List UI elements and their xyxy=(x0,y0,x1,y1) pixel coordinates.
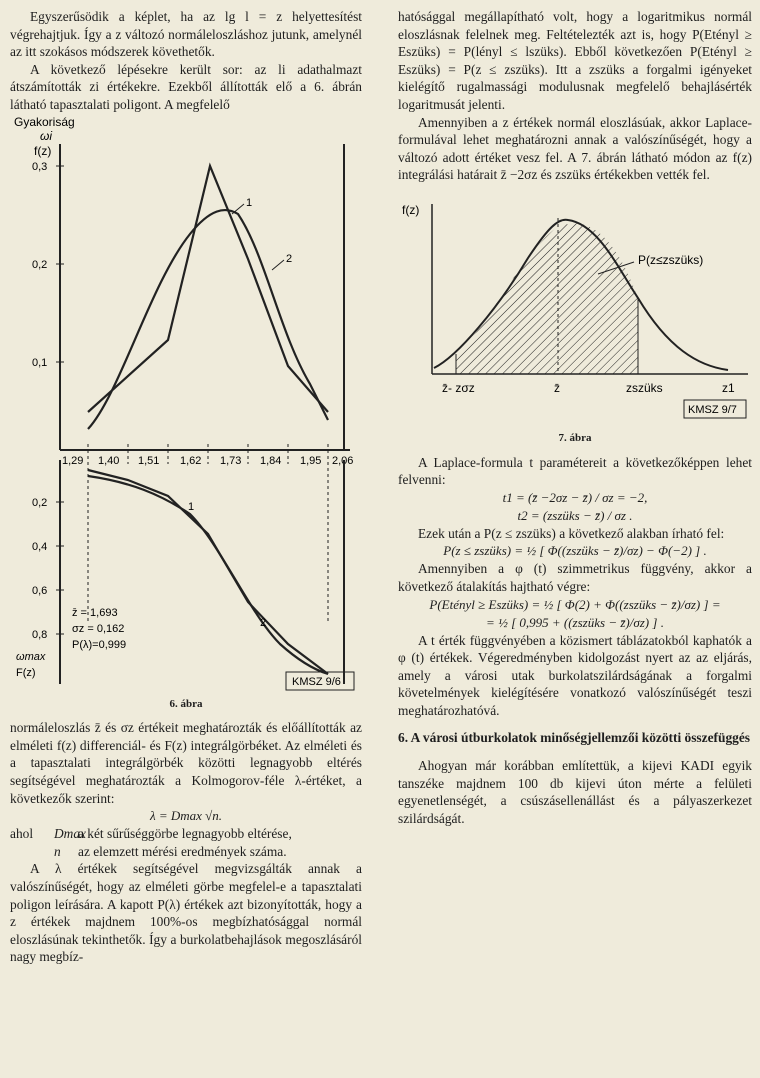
stats-box xyxy=(72,607,126,651)
equation-e2: = ½ [ 0,995 + ((zszüks − z̄)/σz) ] . xyxy=(486,614,664,630)
F-label: F(z) xyxy=(16,666,36,679)
x-tick: 1,29 xyxy=(62,454,84,467)
curve-label-1: 1 xyxy=(188,500,195,513)
y-axis-label: Gyakoriság xyxy=(14,114,75,129)
y-tick: 0,3 xyxy=(32,160,48,173)
omega-max-label: ωmax xyxy=(16,650,46,663)
curve-label-1: 1 xyxy=(246,196,253,209)
x-tick: 1,40 xyxy=(98,454,120,467)
paragraph: normáleloszlás z̄ és σz értékeit meghatározták és előállították az elméleti f(z) differenciál- és F(z) integrálgörbéket. Az elméleti és a tapasztalati integrálgörbék közötti legnagyobb eltérés segítségével meghatározták a Kolmogorov-féle λ-értéket, a következők szerint: xyxy=(10,720,362,806)
figure-6-diagram xyxy=(10,114,362,694)
figure-code: KMSZ 9/6 xyxy=(292,675,341,688)
def-text: az elemzett mérési eredmények száma. xyxy=(78,843,287,859)
equation-p: P(z ≤ zszüks) = ½ [ Φ((zszüks − z̄)/σz) − Φ(−2) ] . xyxy=(443,543,707,559)
paragraph: Ahogyan már korábban említettük, a kijevi KADI egyik tanszéke majdnem 100 db kijevi úton mérte a felületi egyenetlenségét, a csúszásellenállást és a pályaszerkezet szilárdságát. xyxy=(398,758,752,826)
curve-label-2: 2 xyxy=(260,616,267,629)
x-tick: 1,95 xyxy=(300,454,322,467)
x-label: z̄- zσz xyxy=(442,380,475,395)
y-tick: 0,2 xyxy=(32,496,48,509)
stat-sigma: σz = 0,162 xyxy=(72,622,125,635)
equation-e1: P(Etényl ≥ Eszüks) = ½ [ Φ(2) + Φ((zszüks − z̄)/σz) ] = xyxy=(429,596,721,612)
probability-area xyxy=(456,223,638,374)
paragraph: Egyszerűsödik a képlet, ha az lg l = z helyettesítést végrehajtjuk. Így a z változó normáleloszláshoz jutunk, amelynél az itt szokásos módszerek követhetők. xyxy=(10,9,362,60)
where-label: ahol xyxy=(10,826,34,842)
figure-caption: 7. ábra xyxy=(558,431,592,444)
y-tick: 0,6 xyxy=(32,584,48,597)
f-label: f(z) xyxy=(402,202,420,217)
stat-mean: z̄ = 1,693 xyxy=(72,606,118,619)
omega-label: ωi xyxy=(40,128,53,143)
y-tick: 0,2 xyxy=(32,258,48,271)
y-tick: 0,8 xyxy=(32,628,48,641)
stat-p: P(λ)=0,999 xyxy=(72,638,127,651)
paragraph: Amennyiben a z értékek normál eloszlásúak, akkor Laplace-formulával lehet meghatározni annak a valószínűségét, hogy a változó adott értéket vesz fel. A 7. ábrán látható módon az f(z) integrálási határait z̄ −2σz és zszüks értékekben vették fel. xyxy=(398,114,752,183)
x-label: zszüks xyxy=(626,380,663,395)
equation-t2: t2 = (zszüks − z̄) / σz . xyxy=(517,507,633,523)
paragraph: A Laplace-formula t paramétereit a következőképpen lehet felvenni: xyxy=(398,454,752,488)
left-column xyxy=(10,8,362,966)
lambda-formula: λ = Dmax √n. xyxy=(149,808,223,824)
paragraph: A t érték függvényében a közismert táblázatokból kaphatók a φ (t) értékek. Végeredményben kidolgozást nyert az az eljárás, amely a városi utak burkolatszilárdságának a forgalmi követelmények kielégítésére vonatkozó valószínűségét teszi meghatározhatóvá. xyxy=(398,632,752,718)
figure-code: KMSZ 9/7 xyxy=(688,403,737,416)
empirical-polygon xyxy=(88,166,328,412)
curve-label-2: 2 xyxy=(286,252,293,265)
x-label: z̄ xyxy=(554,380,560,395)
x-tick: 2,06 xyxy=(332,454,354,467)
figure-7-diagram xyxy=(398,198,752,428)
probability-label: P(z≤zszüks) xyxy=(638,252,704,267)
x-tick: 1,51 xyxy=(138,454,160,467)
normal-curve xyxy=(88,210,328,429)
paragraph: Ezek után a P(z ≤ zszüks) a következő alakban írható fel: xyxy=(418,525,725,541)
figure-6 xyxy=(10,114,362,714)
figure-caption: 6. ábra xyxy=(169,697,203,710)
equation-t1: t1 = (z̄ −2σz − z̄) / σz = −2, xyxy=(502,489,648,505)
x-tick: 1,84 xyxy=(260,454,282,467)
paragraph: hatósággal megállapítható volt, hogy a logaritmikus normál eloszlásnak felelnek meg. Feltételezték azt is, hogy P(Etényl ≥ Eszüks) = P(lényl ≤ lszüks). Ebből következően P(Etényl ≥ Eszüks) = P(z ≤ zszüks). Itt a zszüks a forgalmi igényeket kielégítő rugalmassági modulusnak megfelelő behajlásérték logaritmusát jelenti. xyxy=(398,9,752,112)
x-label: z1 xyxy=(722,380,735,395)
x-tick: 1,62 xyxy=(180,454,202,467)
def-text: a két sűrűséggörbe legnagyobb eltérése, xyxy=(78,826,292,842)
right-column xyxy=(398,8,752,827)
paragraph: Amennyiben a φ (t) szimmetrikus függvény, akkor a következő átalakítás hajtható végre: xyxy=(398,561,752,594)
y-tick: 0,4 xyxy=(32,540,48,553)
f-label: f(z) xyxy=(34,143,52,158)
paragraph: A λ értékek segítségével megvizsgálták annak a valószínűségét, hogy az elméleti görbe megfelel-e a tapasztalati poligon leírására. A kapott P(λ) értékek azt bizonyították, hogy a z értékek majdnem 100%-os megbízhatósággal normál eloszlásúnak tekinthetők. Így a burkolatbehajlások megoszlásáról nagy megbíz- xyxy=(10,861,362,965)
definitions xyxy=(10,825,362,860)
def-symbol: Dmax xyxy=(54,826,86,842)
figure-7 xyxy=(398,198,752,448)
def-symbol: n xyxy=(54,843,61,859)
section-heading: 6. A városi útburkolatok minőségjellemzői közötti összefüggés xyxy=(398,730,750,746)
y-tick: 0,1 xyxy=(32,356,48,369)
x-tick: 1,73 xyxy=(220,454,242,467)
paragraph: A következő lépésekre került sor: az li adathalmazt átszámították zi értékekre. Ezekből állították elő a 6. ábrán látható tapasztalati poligont. A megfelelő xyxy=(10,61,362,112)
